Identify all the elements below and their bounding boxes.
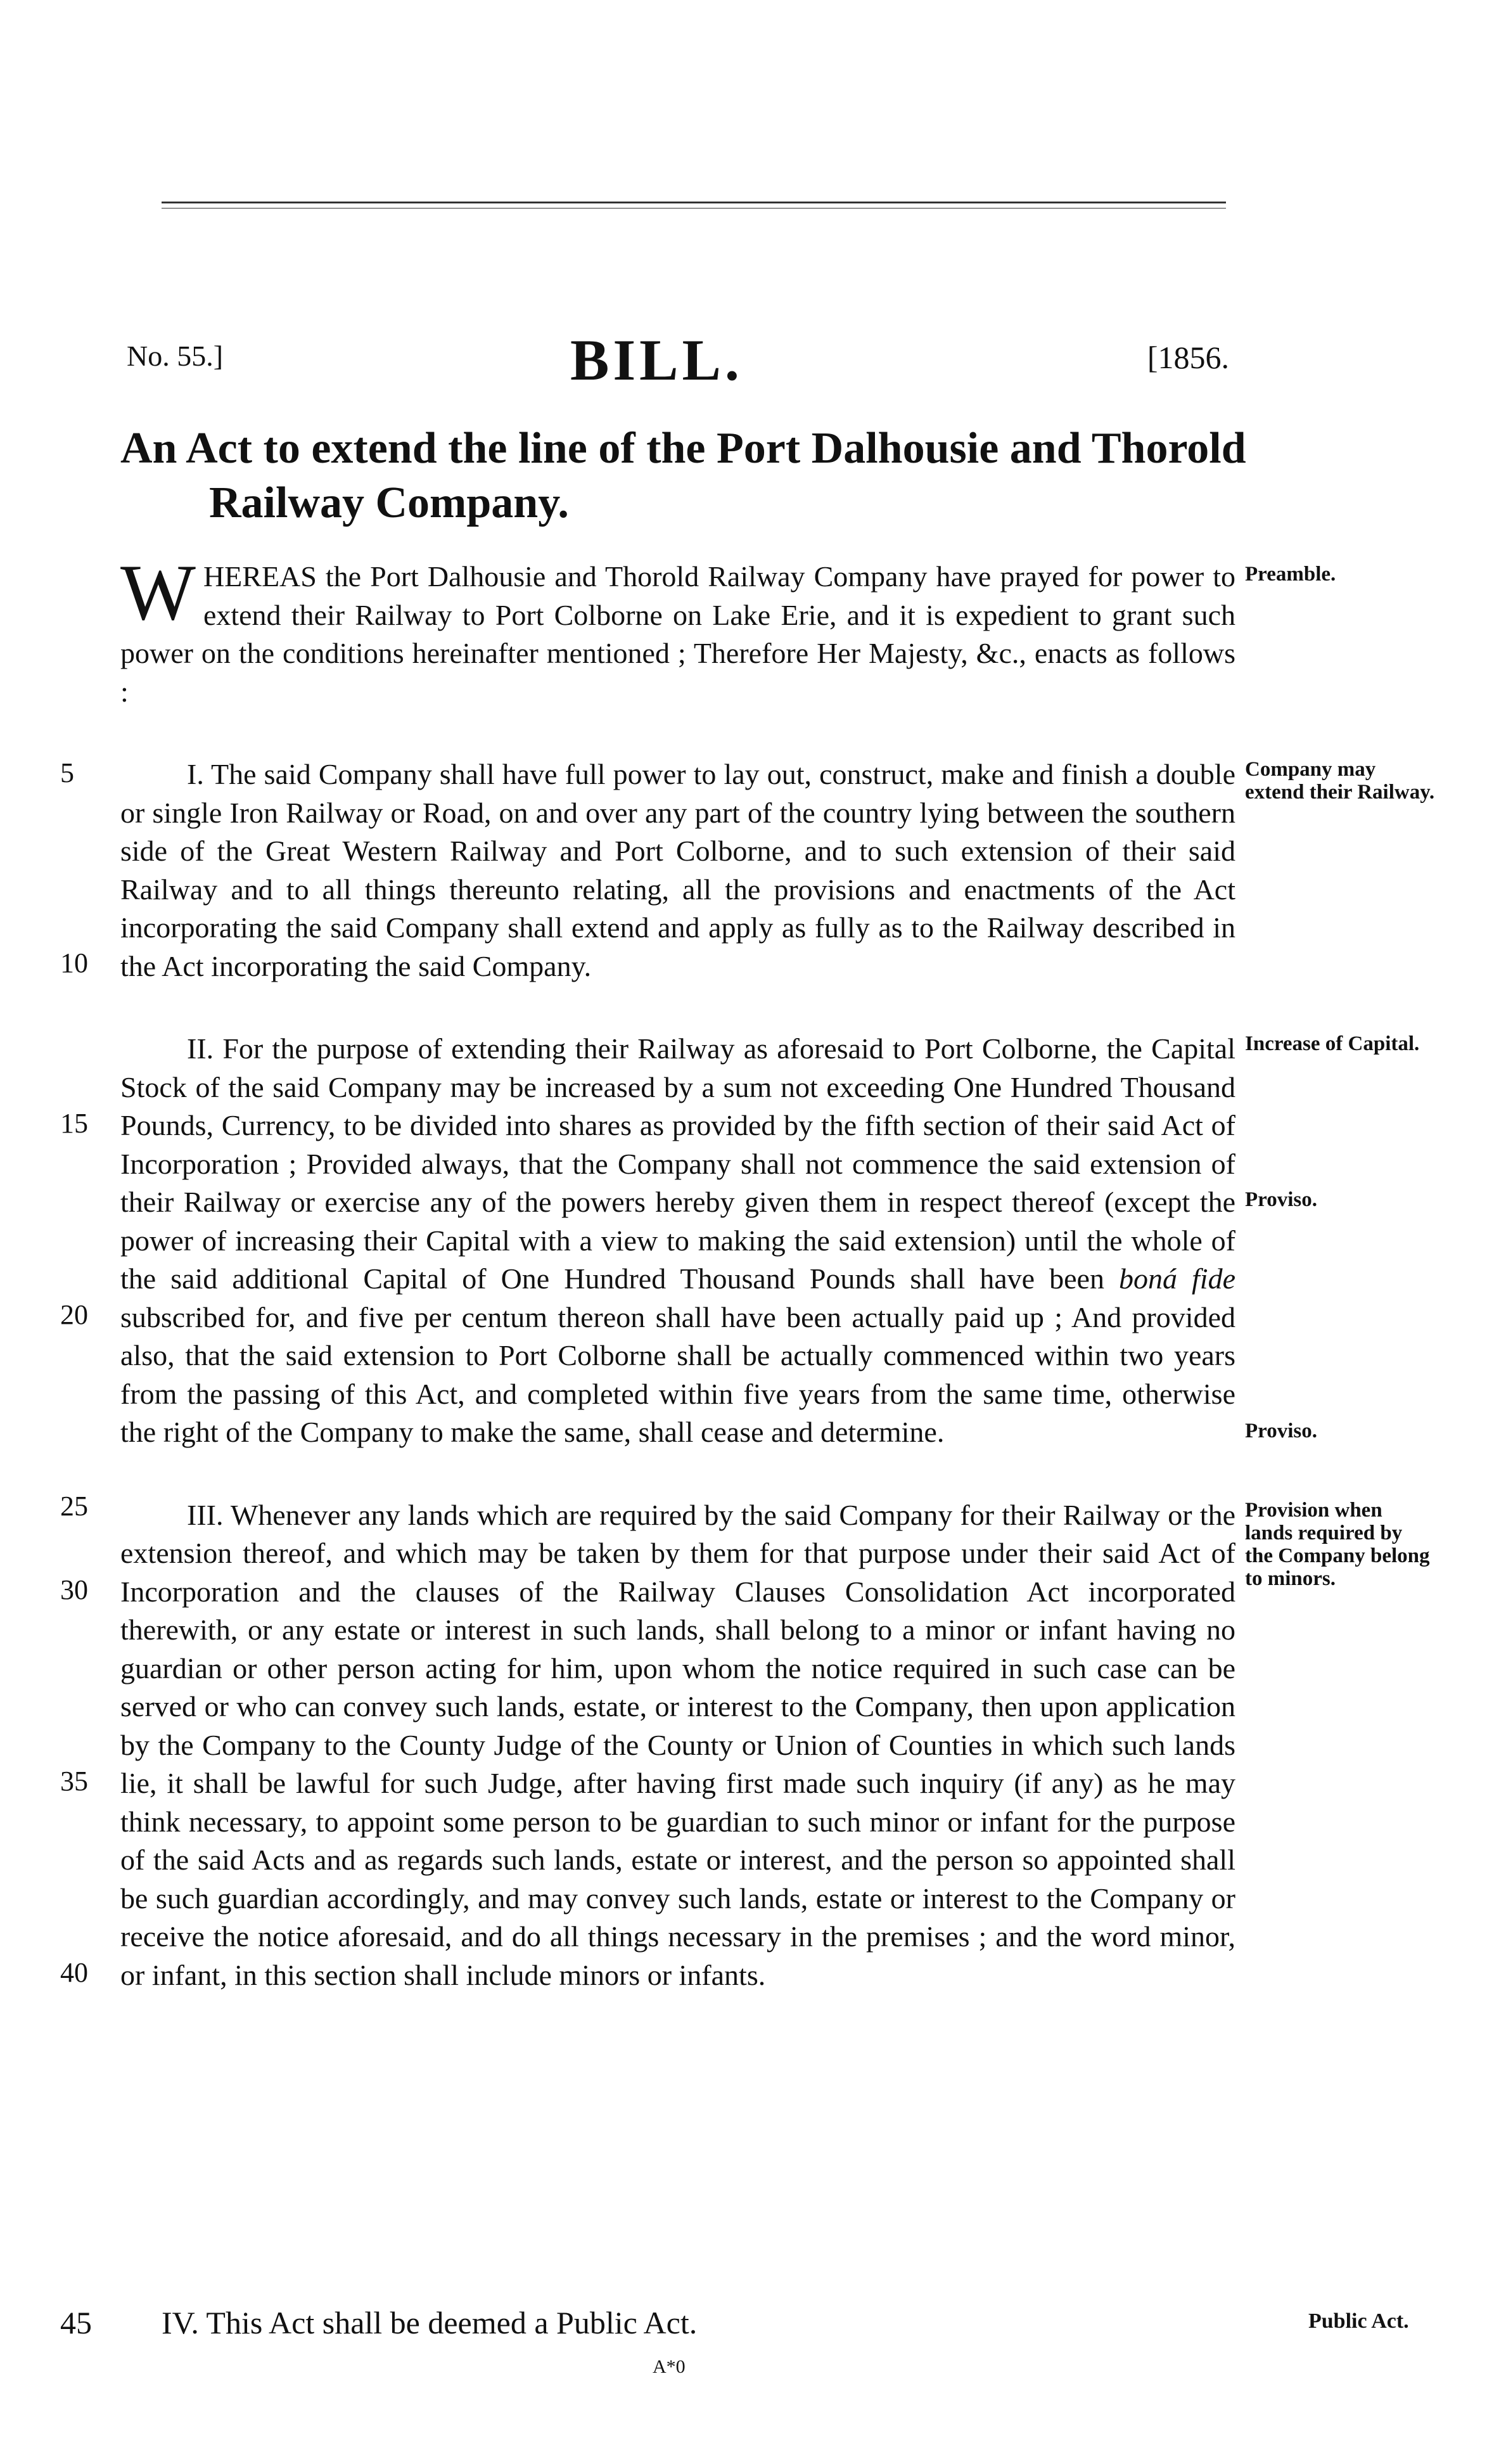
margin-note-proviso-1: Proviso. xyxy=(1245,1188,1317,1211)
bona-fide-italic: boná fide xyxy=(1118,1262,1235,1295)
section-1 xyxy=(0,755,1487,985)
top-rule-2 xyxy=(162,208,1226,209)
act-title: An Act to extend the line of the Port Dalhousie and Thorold Railway Company. xyxy=(120,424,1246,527)
margin-note-preamble: Preamble. xyxy=(1245,563,1336,586)
line-number: 25 xyxy=(60,1491,88,1522)
line-number: 30 xyxy=(60,1574,88,1605)
preamble-text: HEREAS the Port Dalhousie and Thorold Railway Company have prayed for power to extend their Railway to Port Colborne on Lake Erie, and it is expedient to grant such power on the conditions hereinafter mentioned ; Therefore Her Majesty, &c., enacts as follows : xyxy=(120,560,1235,708)
line-number: 10 xyxy=(60,947,88,979)
line-number: 35 xyxy=(60,1765,88,1797)
margin-note-increase-capital: Increase of Capital. xyxy=(1245,1032,1420,1055)
section-3-text: III. Whenever any lands which are required by the said Company for their Railway or the extension thereof, and which may be taken by them for that purpose under their said Act of Incorporation and the clauses of the Railway Clauses Consolidation Act incorporated therewith, or any estate or interest in such lands, shall belong to a minor or infant having no guardian or other person acting for him, upon whom the notice required in such case can be served or who can convey such lands, estate, or interest to the Company, then upon application by the Company to the County Judge of the County or Union of Counties in which such lands lie, it shall be lawful for such Judge, after having first made such inquiry (if any) as he may think necessary, to appoint some person to be guardian to such minor or infant for the purpose of the said Acts and as regards such lands, estate or interest, and the person so appointed shall be such guardian accordingly, and may convey such lands, estate or interest to the Company or receive the notice aforesaid, and do all things necessary in the premises ; and the word minor, or infant, in this section shall include minors or infants. xyxy=(120,1498,1235,1991)
preamble-section xyxy=(0,549,1487,711)
margin-note-proviso-2: Proviso. xyxy=(1245,1420,1317,1442)
line-number: 5 xyxy=(60,757,74,788)
margin-note-public-act: Public Act. xyxy=(1308,2309,1409,2333)
bill-year: [1856. xyxy=(1147,340,1229,375)
margin-note-section-1: Company may extend their Railway. xyxy=(1245,758,1435,804)
section-2-text: II. For the purpose of extending their Railway as aforesaid to Port Colborne, the Capital Stock of the said Company may be increased by a sum not exceeding One Hundred Thousand Pounds, Currency, to be divided into shares as provided by the fifth section of their said Act of Incorporation ; Provided always, that the Company shall not commence the said extension of their Railway or exercise any of the powers hereby given them in respect thereof (except the power of increasing their Capital with a view to making the said extension) until the whole of the said additional Capital of One Hundred Thousand Pounds shall have been boná fide subscribed for, and five per centum thereon shall have been actually paid up ; And provided also, that the said extension to Port Colborne shall be actually commenced within two years from the passing of this Act, and completed within five years from the same time, otherwise the right of the Company to make the same, shall cease and determine. xyxy=(120,1032,1235,1448)
top-rule xyxy=(162,202,1226,203)
section-2 xyxy=(0,1030,1487,1522)
printer-signature: A*0 xyxy=(653,2356,686,2377)
section-3 xyxy=(0,1496,1487,1995)
section-4-text: IV. This Act shall be deemed a Public Act. xyxy=(162,2305,698,2340)
bill-header xyxy=(127,326,1229,396)
line-number: 20 xyxy=(60,1299,88,1330)
line-number: 15 xyxy=(60,1108,88,1139)
bill-title: BILL. xyxy=(570,328,743,392)
line-number: 40 xyxy=(60,1956,88,1988)
bill-body xyxy=(0,549,1487,2039)
line-number: 45 xyxy=(60,2305,92,2340)
drop-cap: W xyxy=(120,549,196,637)
bill-number: No. 55.] xyxy=(127,340,224,372)
margin-note-minors: Provision when lands required by the Company belong to minors. xyxy=(1245,1498,1430,1590)
section-1-text: I. The said Company shall have full power to lay out, construct, make and finish a double or single Iron Railway or Road, on and over any part of the country lying between the southern side of the Great Western Railway and Port Colborne, and to such extension of their said Railway and to all things thereunto relating, all the provisions and enactments of the Act incorporating the said Company shall extend and apply as fully as to the Railway described in the Act incorporating the said Company. xyxy=(120,758,1235,982)
